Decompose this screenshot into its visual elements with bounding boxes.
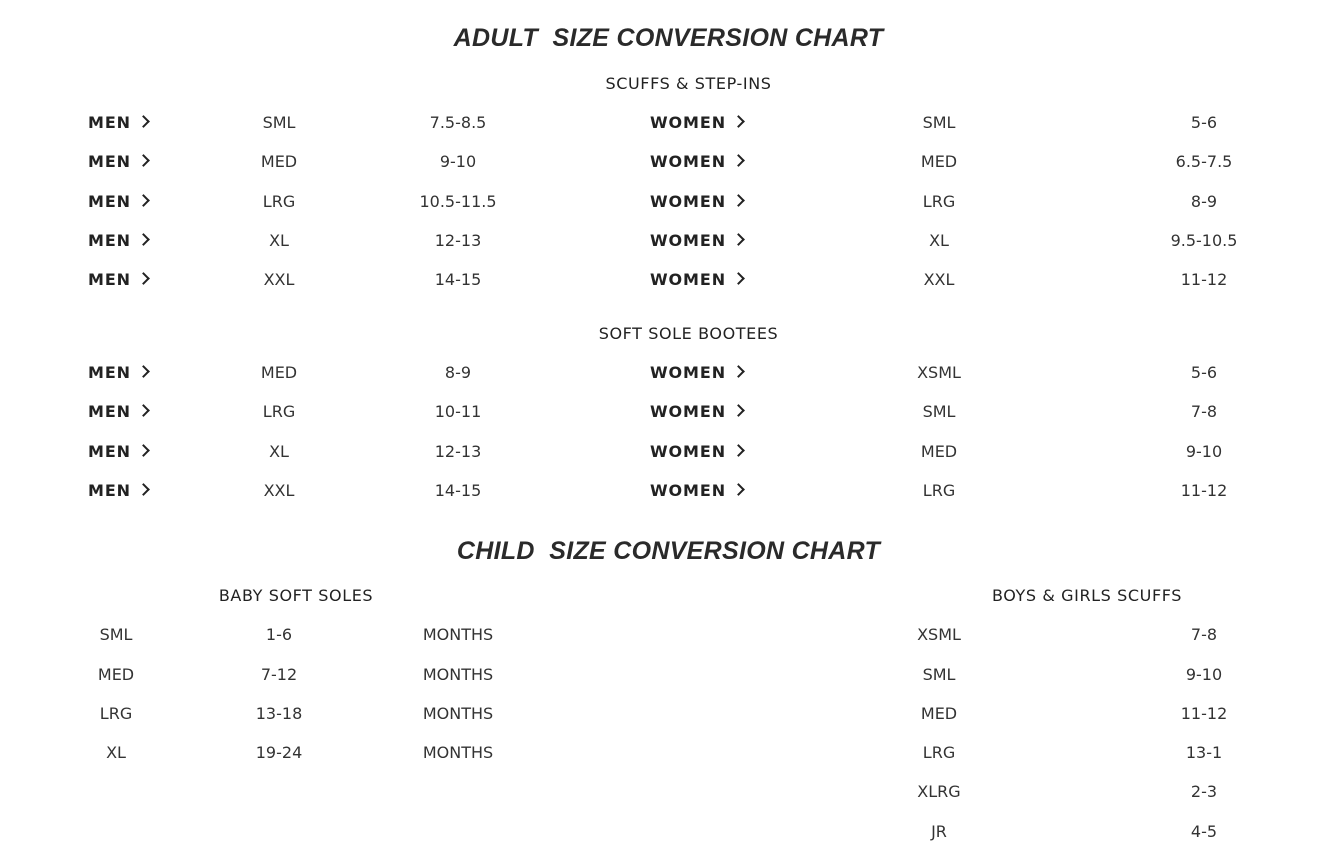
women-link[interactable]: WOMEN [650, 113, 743, 132]
kids-range: 4-5 [1190, 822, 1218, 841]
women-size: XSML [917, 363, 961, 382]
men-size: LRG [262, 402, 296, 421]
baby-range: 13-18 [255, 704, 303, 723]
women-link[interactable]: WOMEN [650, 363, 743, 382]
table-row [0, 192, 1337, 216]
baby-size: SML [99, 625, 133, 644]
men-shoe-range: 12-13 [434, 442, 482, 461]
kids-range: 9-10 [1185, 665, 1223, 684]
scuffs-heading: SCUFFS & STEP-INS [605, 74, 772, 93]
kids-size: MED [920, 704, 958, 723]
men-link[interactable]: MEN [88, 402, 148, 421]
chevron-right-icon [137, 444, 150, 457]
chevron-right-icon [732, 233, 745, 246]
chevron-right-icon [137, 233, 150, 246]
kids-size: XLRG [917, 782, 961, 801]
baby-size: XL [106, 743, 126, 762]
kids-range: 7-8 [1190, 625, 1218, 644]
chevron-right-icon [137, 272, 150, 285]
women-shoe-range: 5-6 [1190, 363, 1218, 382]
baby-unit: MONTHS [422, 704, 494, 723]
women-shoe-range: 11-12 [1180, 481, 1228, 500]
chevron-right-icon [732, 444, 745, 457]
kids-size: SML [922, 665, 956, 684]
women-shoe-range: 9.5-10.5 [1170, 231, 1238, 250]
women-link[interactable]: WOMEN [650, 481, 743, 500]
men-link[interactable]: MEN [88, 152, 148, 171]
men-link[interactable]: MEN [88, 363, 148, 382]
table-row [0, 231, 1337, 255]
baby-range: 7-12 [260, 665, 298, 684]
men-link[interactable]: MEN [88, 113, 148, 132]
chevron-right-icon [732, 365, 745, 378]
women-shoe-range: 6.5-7.5 [1175, 152, 1233, 171]
baby-unit: MONTHS [422, 743, 494, 762]
men-size: LRG [262, 192, 296, 211]
men-size: MED [260, 152, 298, 171]
chevron-right-icon [137, 154, 150, 167]
men-link[interactable]: MEN [88, 270, 148, 289]
table-row [0, 113, 1337, 137]
chevron-right-icon [732, 272, 745, 285]
chevron-right-icon [732, 154, 745, 167]
women-link[interactable]: WOMEN [650, 402, 743, 421]
chevron-right-icon [137, 194, 150, 207]
kids-range: 2-3 [1190, 782, 1218, 801]
women-link[interactable]: WOMEN [650, 231, 743, 250]
men-shoe-range: 7.5-8.5 [429, 113, 487, 132]
women-size: LRG [922, 481, 956, 500]
men-link[interactable]: MEN [88, 192, 148, 211]
women-size: SML [922, 402, 956, 421]
baby-size: MED [97, 665, 135, 684]
chevron-right-icon [732, 194, 745, 207]
adult-chart-title: ADULT SIZE CONVERSION CHART [453, 24, 884, 52]
men-link[interactable]: MEN [88, 481, 148, 500]
chevron-right-icon [137, 365, 150, 378]
chevron-right-icon [137, 404, 150, 417]
table-row [0, 402, 1337, 426]
boys-girls-scuffs-heading: BOYS & GIRLS SCUFFS [991, 586, 1183, 605]
kids-size: LRG [922, 743, 956, 762]
baby-range: 19-24 [255, 743, 303, 762]
baby-unit: MONTHS [422, 665, 494, 684]
women-size: MED [920, 442, 958, 461]
men-size: XL [269, 442, 289, 461]
women-link[interactable]: WOMEN [650, 270, 743, 289]
chevron-right-icon [732, 483, 745, 496]
baby-range: 1-6 [265, 625, 293, 644]
men-link[interactable]: MEN [88, 442, 148, 461]
men-shoe-range: 9-10 [439, 152, 477, 171]
baby-unit: MONTHS [422, 625, 494, 644]
chevron-right-icon [732, 115, 745, 128]
women-shoe-range: 8-9 [1190, 192, 1218, 211]
women-size: SML [922, 113, 956, 132]
kids-range: 13-1 [1185, 743, 1223, 762]
men-shoe-range: 14-15 [434, 481, 482, 500]
chevron-right-icon [732, 404, 745, 417]
women-link[interactable]: WOMEN [650, 192, 743, 211]
chevron-right-icon [137, 483, 150, 496]
child-chart-title: CHILD SIZE CONVERSION CHART [456, 537, 881, 565]
table-row [0, 782, 1337, 806]
kids-range: 11-12 [1180, 704, 1228, 723]
table-row [0, 625, 1337, 649]
men-size: XL [269, 231, 289, 250]
men-shoe-range: 10-11 [434, 402, 482, 421]
kids-size: JR [931, 822, 947, 841]
women-size: XXL [923, 270, 955, 289]
men-shoe-range: 14-15 [434, 270, 482, 289]
women-shoe-range: 11-12 [1180, 270, 1228, 289]
women-link[interactable]: WOMEN [650, 442, 743, 461]
women-shoe-range: 9-10 [1185, 442, 1223, 461]
men-size: XXL [263, 270, 295, 289]
men-link[interactable]: MEN [88, 231, 148, 250]
table-row [0, 665, 1337, 689]
table-row [0, 704, 1337, 728]
bootees-heading: SOFT SOLE BOOTEES [598, 324, 779, 343]
table-row [0, 363, 1337, 387]
table-row [0, 481, 1337, 505]
baby-size: LRG [99, 704, 133, 723]
men-shoe-range: 12-13 [434, 231, 482, 250]
table-row [0, 822, 1337, 846]
women-size: XL [929, 231, 949, 250]
baby-soft-soles-heading: BABY SOFT SOLES [218, 586, 374, 605]
women-shoe-range: 5-6 [1190, 113, 1218, 132]
men-size: XXL [263, 481, 295, 500]
table-row [0, 152, 1337, 176]
table-row [0, 743, 1337, 767]
men-shoe-range: 10.5-11.5 [419, 192, 497, 211]
men-shoe-range: 8-9 [444, 363, 472, 382]
table-row [0, 270, 1337, 294]
women-size: MED [920, 152, 958, 171]
women-shoe-range: 7-8 [1190, 402, 1218, 421]
women-link[interactable]: WOMEN [650, 152, 743, 171]
kids-size: XSML [917, 625, 961, 644]
men-size: SML [262, 113, 296, 132]
table-row [0, 442, 1337, 466]
women-size: LRG [922, 192, 956, 211]
chevron-right-icon [137, 115, 150, 128]
men-size: MED [260, 363, 298, 382]
